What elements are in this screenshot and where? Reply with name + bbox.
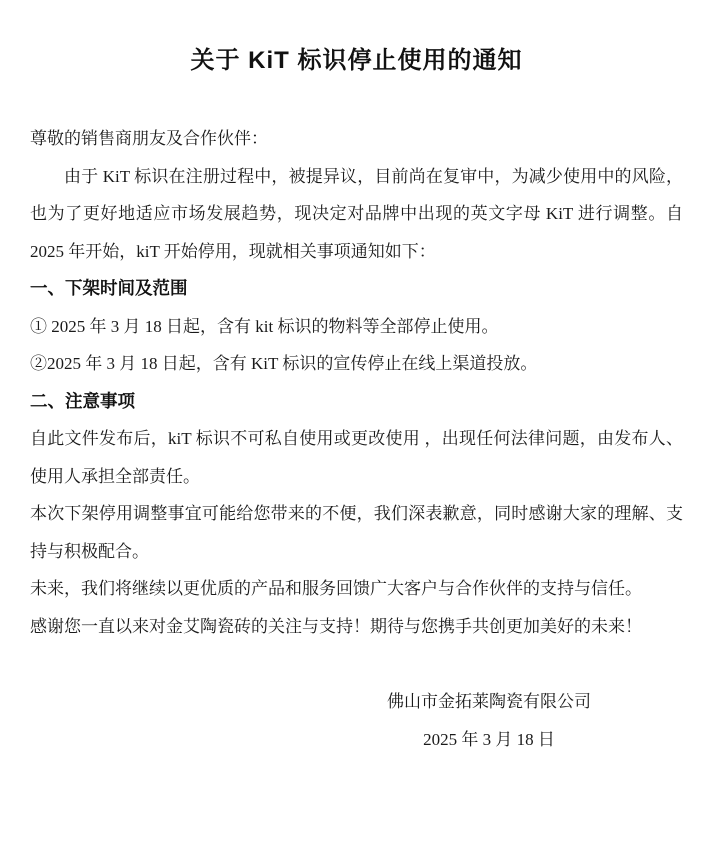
section-2-heading: 二、注意事项	[30, 390, 135, 411]
signature-date: 2025 年 3 月 18 日	[423, 729, 555, 749]
closing-paragraph-1: 本次下架停用调整事宜可能给您带来的不便，我们深表歉意，同时感谢大家的理解、支持与积极配合。	[30, 504, 683, 561]
closing-paragraph-3: 感谢您一直以来对金艾陶瓷砖的关注与支持！期待与您携手共创更加美好的未来！	[30, 616, 642, 636]
document-title: 关于 KiT 标识停止使用的通知	[190, 47, 523, 74]
section-2-paragraph: 自此文件发布后，kiT 标识不可私自使用或更改使用 ，出现任何法律问题，由发布人、使用人承担全部责任。	[30, 429, 683, 486]
closing-paragraph-2: 未来，我们将继续以更优质的产品和服务回馈广大客户与合作伙伴的支持与信任。	[30, 579, 642, 598]
document-body	[30, 120, 683, 645]
signature-block	[387, 683, 591, 758]
salutation: 尊敬的销售商朋友及合作伙伴：	[30, 129, 268, 148]
section-1-heading: 一、下架时间及范围	[30, 278, 188, 298]
company-name: 佛山市金拓莱陶瓷有限公司	[387, 692, 591, 711]
intro-paragraph: 由于 KiT 标识在注册过程中，被提异议，目前尚在复审中，为减少使用中的风险，也为了更好地适应市场发展趋势，现决定对品牌中出现的英文字母 KiT 进行调整。自 2025 年开始，kiT 开始停用，现就相关事项通知如下：	[30, 166, 683, 261]
section-1-item-1: ① 2025 年 3 月 18 日起，含有 kit 标识的物料等全部停止使用。	[30, 316, 499, 336]
section-1-item-2: ②2025 年 3 月 18 日起，含有 KiT 标识的宣传停止在线上渠道投放。	[30, 354, 538, 373]
document-page	[0, 44, 713, 868]
